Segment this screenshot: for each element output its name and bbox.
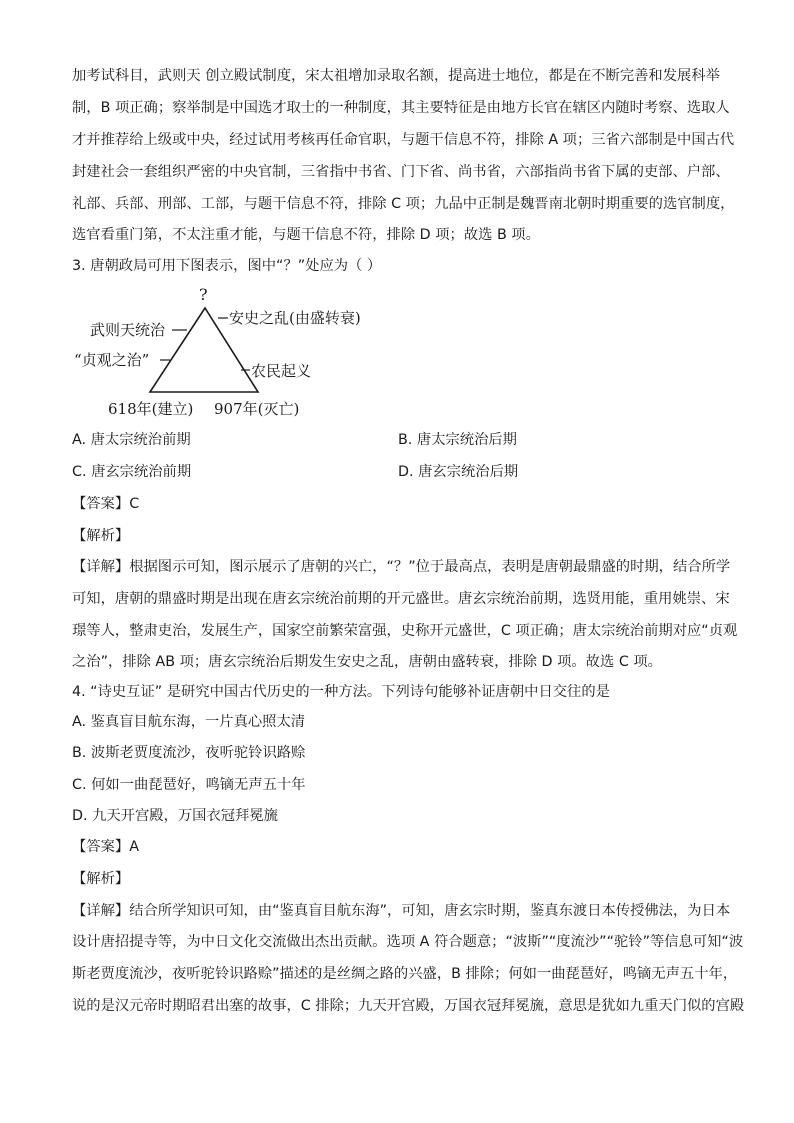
intro-line-5: 礼部、兵部、刑部、工部，与题干信息不符，排除 C 项；九品中正制是魏晋南北朝时期重要的选官制度， — [72, 196, 735, 212]
detail-tag: 【详解】 — [72, 559, 130, 575]
intro-line-4: 封建社会一套组织严密的中央官制，三省指中书省、门下省、尚书省，六部指尚书省下属的吏部、户部、 — [72, 164, 730, 180]
question-3-option-b: B. 唐太宗统治后期 — [398, 432, 517, 448]
diagram-left-upper-label: 武则天统治 — [90, 321, 166, 339]
question-3-analysis-tag: 【解析】 — [72, 528, 130, 544]
question-3-option-c: C. 唐玄宗统治前期 — [72, 464, 192, 480]
intro-line-6: 选官看重门第，不太注重才能，与题干信息不符，排除 D 项；故选 B 项。 — [72, 227, 540, 243]
answer-tag: 【答案】 — [72, 496, 130, 512]
detail-tag: 【详解】 — [72, 903, 130, 919]
diagram-base-left-label: 618年(建立) — [108, 400, 194, 418]
question-3-detail-line-3: 璟等人，整肃吏治，发展生产，国家空前繁荣富强，史称开元盛世，C 项正确；唐太宗统治前期对应“贞观 — [72, 623, 738, 639]
detail-text: 结合所学知识可知，由“鉴真盲目航东海”，可知，唐玄宗时期，鉴真东渡日本传授佛法，为日本 — [129, 903, 731, 919]
question-4-detail-line-1 — [72, 901, 730, 921]
question-4-detail-line-2: 设计唐招提寺等，为中日文化交流做出杰出贡献。选项 A 符合题意；“波斯”“度流沙”“驼铃”等信息可知“波 — [72, 934, 744, 950]
question-4-detail-line-3: 斯老贾度流沙，夜听驼铃识路赊”描述的是丝绸之路的兴盛，B 排除；何如一曲琵琶好，鸣镝无声五十年， — [72, 966, 738, 982]
intro-line-2: 制，B 项正确；察举制是中国选才取士的一种制度，其主要特征是由地方长官在辖区内随时考察、选取人 — [72, 100, 730, 116]
answer-value: C — [129, 496, 140, 512]
question-3-detail-line-1 — [72, 557, 730, 577]
diagram-right-upper-label: 安史之乱(由盛转衰) — [229, 309, 361, 327]
diagram-left-lower-label: “贞观之治” — [74, 351, 150, 369]
question-4-stem: 4. “诗史互证” 是研究中国古代历史的一种方法。下列诗句能够补证唐朝中日交往的是 — [72, 684, 610, 700]
question-4-option-b: B. 波斯老贾度流沙，夜听驼铃识路赊 — [72, 745, 306, 761]
question-3-option-d: D. 唐玄宗统治后期 — [398, 464, 519, 480]
detail-text: 根据图示可知，图示展示了唐朝的兴亡，“？”位于最高点，表明是唐朝最鼎盛的时期，结合所学 — [129, 559, 731, 575]
question-3-stem: 3. 唐朝政局可用下图表示，图中“？”处应为（ ） — [72, 258, 382, 274]
question-4-analysis-tag: 【解析】 — [72, 871, 130, 887]
question-3-option-a: A. 唐太宗统治前期 — [72, 432, 191, 448]
question-4-option-c: C. 何如一曲琵琶好，鸣镝无声五十年 — [72, 777, 306, 793]
intro-line-1: 加考试科目，武则天 创立殿试制度，宋太祖增加录取名额，提高进士地位，都是在不断完善和发展科举 — [72, 68, 720, 84]
question-4-option-d: D. 九天开宫殿，万国衣冠拜冕旒 — [72, 808, 278, 824]
question-3-detail-line-4: 之治”，排除 AB 项；唐玄宗统治后期发生安史之乱，唐朝由盛转衰，排除 D 项。故选 C 项。 — [72, 654, 662, 670]
question-4-detail-line-4: 说的是汉元帝时期昭君出塞的故事，C 排除；九天开宫殿，万国衣冠拜冕旒，意思是犹如九重天门似的宫殿 — [72, 998, 745, 1014]
diagram-apex-label: ? — [199, 285, 208, 304]
intro-line-3: 才并推荐给上级或中央，经过试用考核再任命官职，与题干信息不符，排除 A 项；三省六部制是中国古代 — [72, 132, 735, 148]
answer-value: A — [129, 839, 139, 855]
diagram-base-right-label: 907年(灭亡) — [214, 400, 300, 418]
question-4-answer — [72, 837, 139, 857]
diagram-right-lower-label: 农民起义 — [251, 362, 312, 380]
tang-dynasty-triangle-diagram — [60, 280, 380, 425]
answer-tag: 【答案】 — [72, 839, 130, 855]
question-4-option-a: A. 鉴真盲目航东海，一片真心照太清 — [72, 714, 306, 730]
question-3-detail-line-2: 可知，唐朝的鼎盛时期是出现在唐玄宗统治前期的开元盛世。唐玄宗统治前期，选贤用能，重用姚崇、宋 — [72, 591, 730, 607]
question-3-answer — [72, 494, 139, 514]
